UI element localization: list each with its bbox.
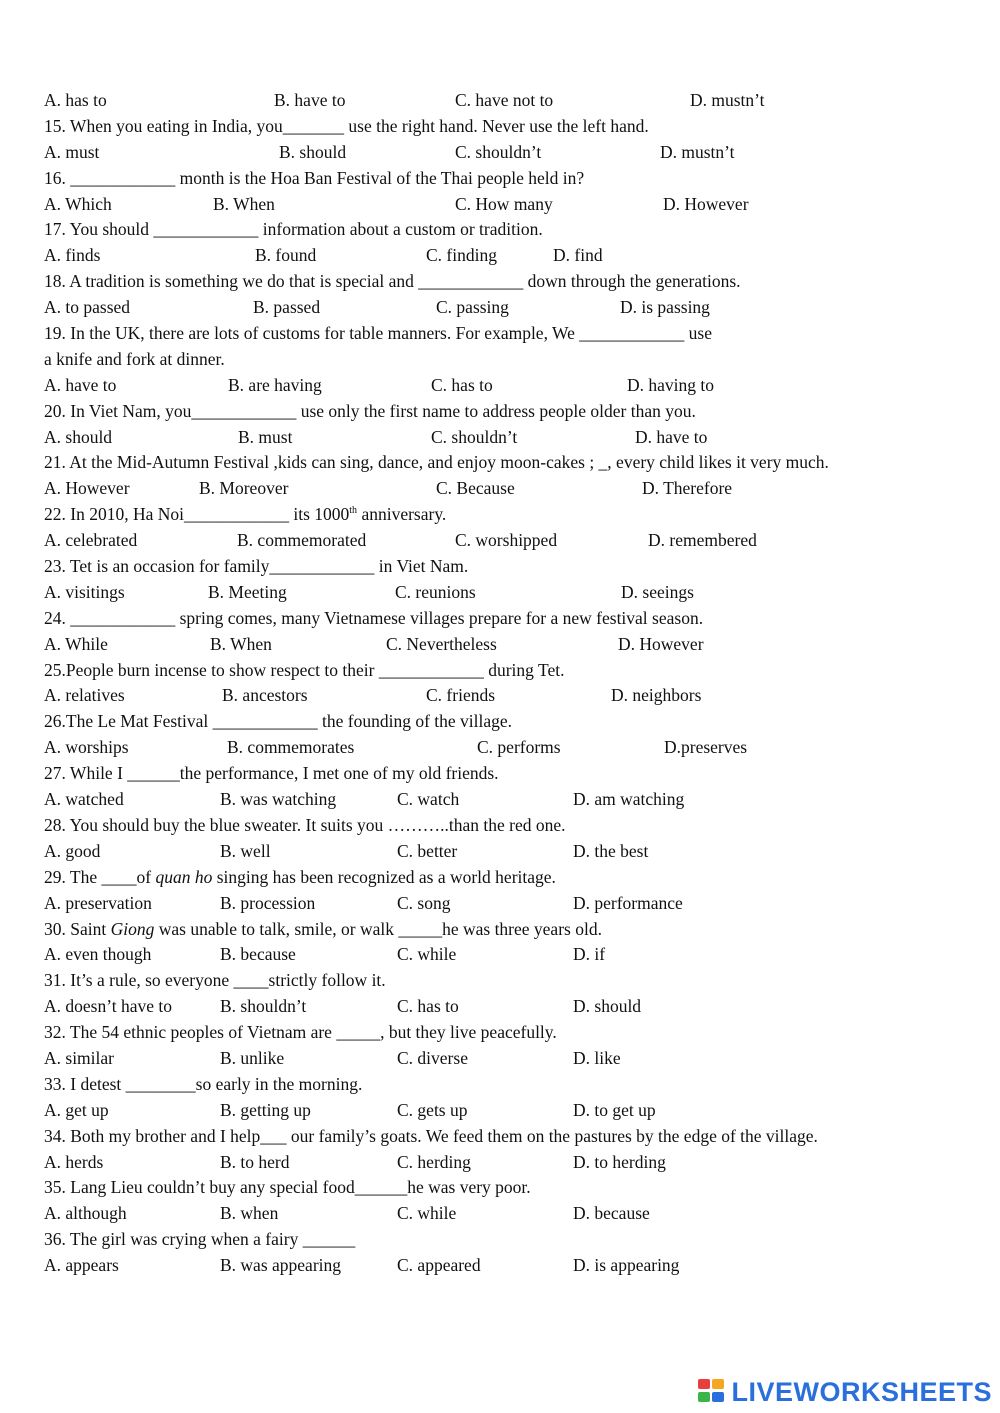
question-text (44, 450, 984, 476)
question-segment: 34. Both my brother and I help___ our family’s goats. We feed them on the pastures by the edge of the village. (44, 1125, 818, 1146)
answer-option-c: C. while (397, 1203, 457, 1224)
answer-option-d: D. Therefore (642, 478, 733, 499)
answer-options-row (44, 476, 984, 502)
answer-option-a: A. should (44, 426, 113, 447)
answer-options-row (44, 735, 984, 761)
answer-option-c: C. Because (436, 478, 515, 499)
question-text (44, 1227, 984, 1253)
question-text (44, 658, 984, 684)
answer-option-c: C. performs (477, 737, 561, 758)
answer-options-row (44, 295, 984, 321)
question-segment: 23. Tet is an occasion for family____________ in Viet Nam. (44, 556, 469, 577)
answer-options-row (44, 373, 984, 399)
answer-option-d: D. because (573, 1203, 650, 1224)
answer-options-row (44, 192, 984, 218)
question-text (44, 1124, 984, 1150)
answer-option-a: A. even though (44, 944, 152, 965)
answer-option-a: A. have to (44, 374, 117, 395)
answer-option-b: B. unlike (220, 1047, 285, 1068)
italic-term: quan ho (155, 866, 213, 887)
answer-option-c: C. gets up (397, 1099, 468, 1120)
question-text (44, 606, 984, 632)
answer-option-a: A. although (44, 1203, 127, 1224)
answer-option-a: A. similar (44, 1047, 114, 1068)
answer-option-c: C. finding (426, 245, 497, 266)
answer-option-d: D. mustn’t (690, 90, 765, 110)
answer-option-d: D. remembered (648, 530, 757, 551)
question-segment: 25.People burn incense to show respect to their ____________ during Tet. (44, 659, 565, 680)
question-text (44, 347, 984, 373)
answer-option-c: C. reunions (395, 581, 476, 602)
answer-options-row (44, 528, 984, 554)
question-segment: 18. A tradition is something we do that is special and ____________ down through the generations. (44, 271, 741, 292)
answer-options-row (44, 1201, 984, 1227)
question-segment: 35. Lang Lieu couldn’t buy any special food______he was very poor. (44, 1177, 531, 1198)
question-segment: 16. ____________ month is the Hoa Ban Festival of the Thai people held in? (44, 167, 585, 188)
answer-options-row (44, 994, 984, 1020)
answer-options-row (44, 1098, 984, 1124)
italic-term: Giong (110, 918, 155, 939)
question-text (44, 917, 984, 943)
answer-option-d: D. to get up (573, 1099, 656, 1120)
answer-option-a: A. has to (44, 90, 107, 110)
answer-option-a: A. watched (44, 789, 124, 810)
answer-option-b: B. commemorated (237, 530, 367, 551)
answer-option-b: B. when (220, 1203, 279, 1224)
answer-option-b: B. procession (220, 892, 316, 913)
answer-option-c: C. better (397, 840, 458, 861)
answer-option-a: A. finds (44, 245, 101, 266)
answer-option-b: B. ancestors (222, 685, 308, 706)
answer-option-c: C. diverse (397, 1047, 468, 1068)
answer-option-b: B. commemorates (227, 737, 355, 758)
answer-option-b: B. Meeting (208, 581, 287, 602)
question-text (44, 1175, 984, 1201)
worksheet-content (44, 88, 984, 1279)
answer-options-row (44, 1150, 984, 1176)
answer-option-b: B. have to (274, 90, 346, 110)
answer-option-b: B. When (213, 193, 275, 214)
answer-option-c: C. has to (431, 374, 493, 395)
answer-options-row (44, 942, 984, 968)
answer-option-b: B. getting up (220, 1099, 311, 1120)
answer-option-c: C. while (397, 944, 457, 965)
answer-option-c: C. watch (397, 789, 460, 810)
answer-options-row (44, 88, 984, 114)
question-segment: 20. In Viet Nam, you____________ use only the first name to address people older than you. (44, 400, 696, 421)
question-text (44, 1020, 984, 1046)
answer-option-d: D. is passing (620, 297, 710, 318)
answer-option-a: A. preservation (44, 892, 152, 913)
answer-option-d: D. having to (627, 374, 715, 395)
question-text (44, 217, 984, 243)
superscript-text: th (349, 505, 358, 517)
answer-option-d: D. am watching (573, 789, 685, 810)
answer-option-b: B. shouldn’t (220, 996, 307, 1017)
answer-option-c: C. shouldn’t (455, 141, 542, 162)
answer-option-b: B. well (220, 840, 271, 861)
question-text (44, 813, 984, 839)
question-segment: anniversary. (357, 504, 447, 525)
answer-option-b: B. must (238, 426, 293, 447)
answer-option-c: C. appeared (397, 1255, 481, 1276)
answer-options-row (44, 425, 984, 451)
answer-option-c: C. passing (436, 297, 509, 318)
answer-option-d: D. neighbors (611, 685, 702, 706)
answer-option-b: B. found (255, 245, 317, 266)
answer-option-d: D. mustn’t (660, 141, 735, 162)
answer-options-row (44, 140, 984, 166)
question-text (44, 709, 984, 735)
question-segment: 22. In 2010, Ha Noi____________ its 1000 (44, 504, 350, 525)
answer-option-d: D. However (663, 193, 749, 214)
answer-option-c: C. Nevertheless (386, 633, 497, 654)
answer-option-d: D. find (553, 245, 603, 266)
answer-option-b: B. was appearing (220, 1255, 342, 1276)
answer-option-c: C. How many (455, 193, 553, 214)
answer-option-a: A. doesn’t have to (44, 996, 172, 1017)
answer-option-a: A. to passed (44, 297, 131, 318)
answer-option-d: D. have to (635, 426, 708, 447)
answer-option-d: D. However (618, 633, 704, 654)
question-text (44, 399, 984, 425)
question-segment: 26.The Le Mat Festival ____________ the founding of the village. (44, 711, 513, 732)
answer-option-b: B. Moreover (199, 478, 289, 499)
answer-option-c: C. friends (426, 685, 496, 706)
liveworksheets-brand-text: LIVEWORKSHEETS (731, 1376, 992, 1407)
question-segment: 32. The 54 ethnic peoples of Vietnam are _____, but they live peacefully. (44, 1022, 557, 1043)
question-segment: was unable to talk, smile, or walk _____he was three years old. (154, 918, 602, 939)
answer-option-a: A. visitings (44, 581, 125, 602)
answer-options-row (44, 632, 984, 658)
question-segment: singing has been recognized as a world heritage. (212, 866, 556, 887)
answer-option-d: D.preserves (664, 737, 748, 758)
answer-option-d: D. the best (573, 840, 649, 861)
answer-options-row (44, 839, 984, 865)
answer-options-row (44, 580, 984, 606)
answer-options-row (44, 1046, 984, 1072)
answer-option-a: A. relatives (44, 685, 125, 706)
answer-options-row (44, 683, 984, 709)
question-text (44, 321, 984, 347)
question-segment: 36. The girl was crying when a fairy ______ (44, 1229, 356, 1250)
question-text (44, 865, 984, 891)
answer-option-b: B. because (220, 944, 296, 965)
answer-option-b: B. When (210, 633, 272, 654)
answer-options-row (44, 787, 984, 813)
question-segment: 24. ____________ spring comes, many Vietnamese villages prepare for a new festival season. (44, 607, 704, 628)
answer-option-d: D. like (573, 1047, 621, 1068)
answer-option-a: A. celebrated (44, 530, 138, 551)
answer-option-c: C. herding (397, 1151, 471, 1172)
question-text (44, 554, 984, 580)
question-segment: 29. The ____of (44, 866, 156, 887)
answer-option-a: A. However (44, 478, 130, 499)
answer-option-a: A. get up (44, 1099, 109, 1120)
question-segment: 27. While I ______the performance, I met one of my old friends. (44, 763, 499, 784)
answer-option-c: C. has to (397, 996, 459, 1017)
answer-option-b: B. was watching (220, 789, 337, 810)
question-text (44, 166, 984, 192)
answer-option-c: C. worshipped (455, 530, 558, 551)
answer-option-a: A. worships (44, 737, 129, 758)
answer-option-b: B. should (279, 141, 347, 162)
answer-options-row (44, 891, 984, 917)
answer-option-a: A. good (44, 840, 101, 861)
question-text (44, 1072, 984, 1098)
answer-option-a: A. herds (44, 1151, 104, 1172)
question-segment: 28. You should buy the blue sweater. It suits you ………..than the red one. (44, 814, 566, 835)
question-segment: 30. Saint (44, 918, 111, 939)
answer-option-d: D. seeings (621, 581, 694, 602)
question-text (44, 502, 984, 528)
answer-option-c: C. song (397, 892, 451, 913)
question-segment: 15. When you eating in India, you_______ use the right hand. Never use the left hand. (44, 115, 649, 136)
question-segment: 33. I detest ________so early in the morning. (44, 1073, 363, 1094)
answer-option-a: A. Which (44, 193, 112, 214)
question-text (44, 761, 984, 787)
answer-option-d: D. to herding (573, 1151, 666, 1172)
answer-option-d: D. if (573, 944, 606, 965)
question-segment: a knife and fork at dinner. (44, 348, 225, 369)
answer-option-b: B. to herd (220, 1151, 290, 1172)
answer-options-row (44, 1253, 984, 1279)
question-text (44, 269, 984, 295)
answer-option-a: A. While (44, 633, 108, 654)
answer-option-d: D. performance (573, 892, 683, 913)
question-text (44, 114, 984, 140)
question-text (44, 968, 984, 994)
answer-option-b: B. passed (253, 297, 321, 318)
answer-option-a: A. appears (44, 1255, 119, 1276)
answer-option-c: C. have not to (455, 90, 554, 110)
liveworksheets-mark-icon (698, 1379, 728, 1405)
question-segment: 19. In the UK, there are lots of customs for table manners. For example, We ____________ use (44, 323, 712, 344)
answer-options-row (44, 243, 984, 269)
question-segment: 21. At the Mid-Autumn Festival ,kids can sing, dance, and enjoy moon-cakes ; _, every child likes it very much. (44, 452, 829, 473)
question-segment: 31. It’s a rule, so everyone ____strictly follow it. (44, 970, 386, 991)
answer-option-a: A. must (44, 141, 100, 162)
answer-option-c: C. shouldn’t (431, 426, 518, 447)
liveworksheets-logo (698, 1377, 992, 1407)
answer-option-d: D. should (573, 996, 642, 1017)
answer-option-d: D. is appearing (573, 1255, 680, 1276)
question-segment: 17. You should ____________ information about a custom or tradition. (44, 219, 543, 240)
answer-option-b: B. are having (228, 374, 322, 395)
